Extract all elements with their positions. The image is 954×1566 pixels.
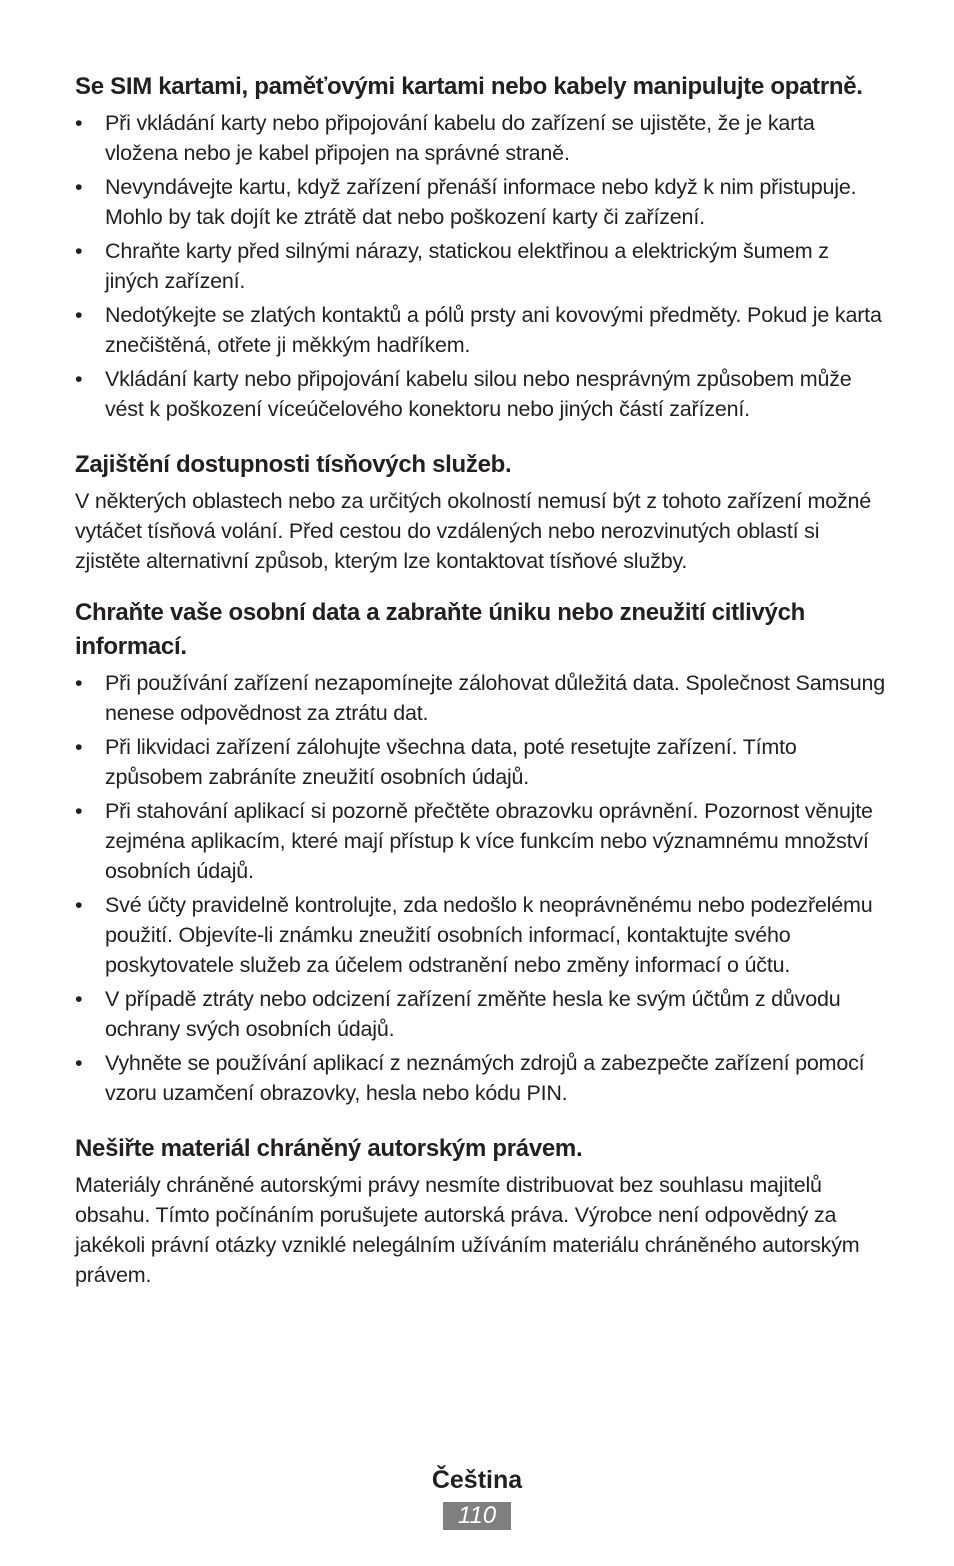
list-item — [75, 732, 885, 792]
bullet-icon: • — [75, 893, 83, 917]
section-copyright — [75, 1132, 885, 1290]
bullet-icon: • — [75, 799, 83, 823]
bullet-list — [75, 108, 885, 424]
list-item-text: Při stahování aplikací si pozorně přečtěte obrazovku oprávnění. Pozornost věnujte zejména aplikacím, které mají přístup k více funkcím nebo významnému množství osobních údajů. — [105, 799, 873, 883]
bullet-icon: • — [75, 367, 83, 391]
list-item-text: Své účty pravidelně kontrolujte, zda nedošlo k neoprávněnému nebo podezřelému použití. Objevíte-li známku zneužití osobních informací, kontaktujte svého poskytovatele služeb za účelem odstranění nebo změny informací o účtu. — [105, 893, 873, 977]
list-item — [75, 1048, 885, 1108]
section-personal-data — [75, 596, 885, 1108]
list-item-text: Při vkládání karty nebo připojování kabelu do zařízení se ujistěte, že je karta vložena nebo je kabel připojen na správné straně. — [105, 111, 815, 165]
section-paragraph: V některých oblastech nebo za určitých okolností nemusí být z tohoto zařízení možné vytáčet tísňová volání. Před cestou do vzdálených nebo nerozvinutých oblastí si zjistěte alternativní způsob, kterým lze kontaktovat tísňové služby. — [75, 489, 872, 573]
list-item — [75, 668, 885, 728]
list-item-text: Chraňte karty před silnými nárazy, statickou elektřinou a elektrickým šumem z jiných zařízení. — [105, 239, 829, 293]
list-item-text: Při likvidaci zařízení zálohujte všechna data, poté resetujte zařízení. Tímto způsobem zabráníte zneužití osobních údajů. — [105, 735, 797, 789]
list-item-text: Nevyndávejte kartu, když zařízení přenáší informace nebo když k nim přistupuje. Mohlo by tak dojít ke ztrátě dat nebo poškození karty či zařízení. — [105, 175, 857, 229]
bullet-list — [75, 668, 885, 1108]
list-item — [75, 236, 885, 296]
list-item-text: V případě ztráty nebo odcizení zařízení změňte hesla ke svým účtům z důvodu ochrany svých osobních údajů. — [105, 987, 841, 1041]
section-paragraph: Materiály chráněné autorskými právy nesmíte distribuovat bez souhlasu majitelů obsahu. Tímto počínáním porušujete autorská práva. Výrobce není odpovědný za jakékoli právní otázky vzniklé nelegálním užíváním materiálu chráněného autorským právem. — [75, 1173, 860, 1287]
list-item-text: Nedotýkejte se zlatých kontaktů a pólů prsty ani kovovými předměty. Pokud je karta znečištěná, otřete ji měkkým hadříkem. — [105, 303, 882, 357]
list-item — [75, 172, 885, 232]
bullet-icon: • — [75, 735, 83, 759]
list-item-text: Vyhněte se používání aplikací z neznámých zdrojů a zabezpečte zařízení pomocí vzoru uzamčení obrazovky, hesla nebo kódu PIN. — [105, 1051, 865, 1105]
section-emergency-services — [75, 448, 885, 576]
page-number: 110 — [443, 1502, 511, 1530]
section-heading: Chraňte vaše osobní data a zabraňte úniku nebo zneužití citlivých informací. — [75, 599, 805, 660]
page-footer — [0, 1460, 954, 1530]
section-heading: Zajištění dostupnosti tísňových služeb. — [75, 451, 512, 478]
bullet-icon: • — [75, 111, 83, 135]
footer-language: Čeština — [431, 1466, 523, 1494]
list-item-text: Vkládání karty nebo připojování kabelu silou nebo nesprávným způsobem může vést k poškození víceúčelového konektoru nebo jiných částí zařízení. — [105, 367, 852, 421]
bullet-icon: • — [75, 1051, 83, 1075]
bullet-icon: • — [75, 671, 83, 695]
section-sim-cards — [75, 70, 885, 424]
bullet-icon: • — [75, 175, 83, 199]
section-heading: Nešiřte materiál chráněný autorským právem. — [75, 1135, 583, 1162]
list-item — [75, 984, 885, 1044]
list-item — [75, 890, 885, 980]
bullet-icon: • — [75, 987, 83, 1011]
list-item — [75, 300, 885, 360]
list-item-text: Při používání zařízení nezapomínejte zálohovat důležitá data. Společnost Samsung nenese odpovědnost za ztrátu dat. — [105, 671, 885, 725]
document-content — [75, 70, 885, 1290]
list-item — [75, 796, 885, 886]
section-heading: Se SIM kartami, paměťovými kartami nebo kabely manipulujte opatrně. — [75, 73, 863, 100]
list-item — [75, 108, 885, 168]
bullet-icon: • — [75, 303, 83, 327]
list-item — [75, 364, 885, 424]
bullet-icon: • — [75, 239, 83, 263]
